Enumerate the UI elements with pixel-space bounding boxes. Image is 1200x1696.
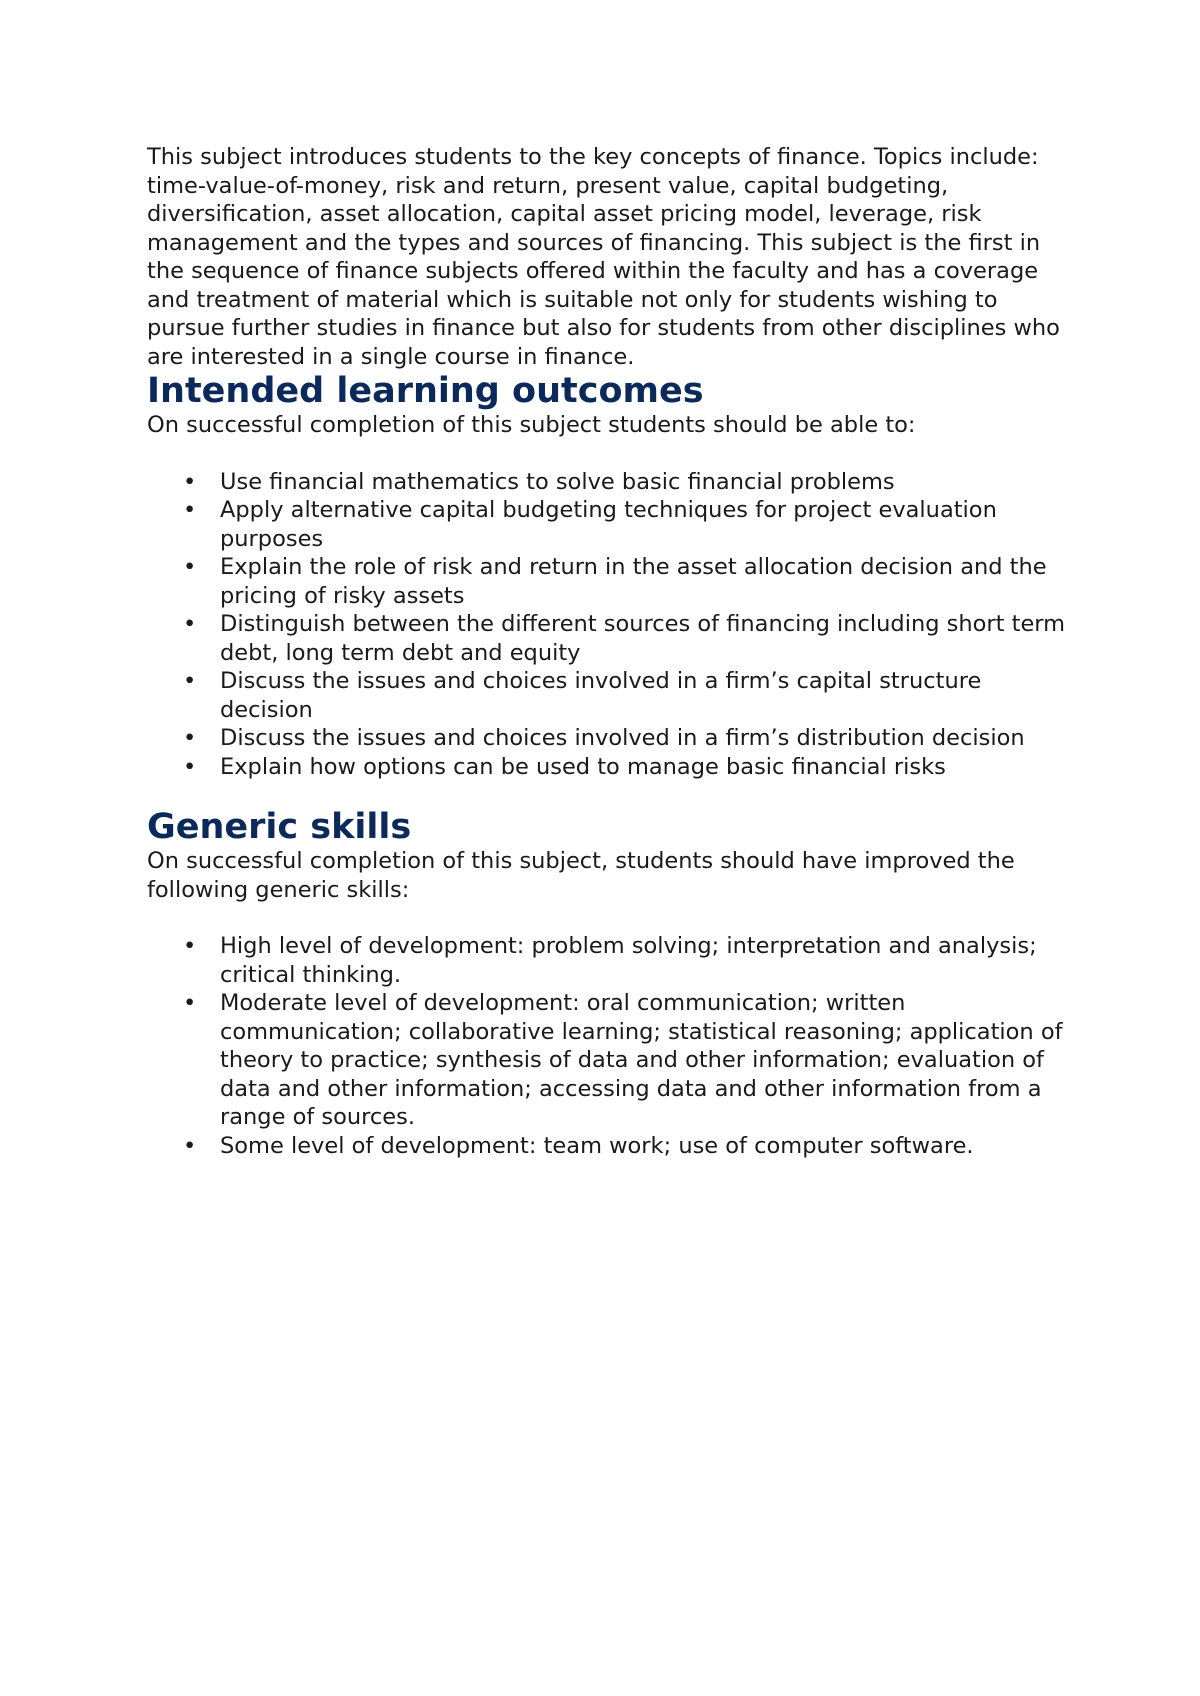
outcomes-lead: On successful completion of this subject students should be able to: — [147, 412, 916, 438]
outcomes-heading: Intended learning outcomes — [147, 371, 704, 411]
list-item-text: Explain how options can be used to manage basic financial risks — [220, 753, 946, 780]
bullet-icon: • — [183, 611, 197, 637]
list-item — [147, 610, 1067, 667]
list-item-text: Use financial mathematics to solve basic financial problems — [220, 468, 895, 495]
list-item — [147, 1132, 1067, 1161]
list-item — [147, 553, 1067, 610]
list-item-text: High level of development: problem solving; interpretation and analysis; critical thinking. — [220, 933, 1037, 988]
list-item-text: Apply alternative capital budgeting techniques for project evaluation purposes — [220, 497, 997, 552]
bullet-icon: • — [183, 468, 197, 495]
bullet-icon: • — [183, 668, 197, 694]
intro-paragraph: This subject introduces students to the key concepts of finance. Topics include: time-value-of-money, risk and return, present value, capital budgeting, diversification, asset allocation, capital asset pricing model, leverage, risk management and the types and sources of financing. This subject is the first in the sequence of finance subjects offered within the faculty and has a coverage and treatment of material which is suitable not only for students wishing to pursue further studies in finance but also for students from other disciplines who are interested in a single course in finance. — [147, 144, 1060, 370]
list-item — [147, 989, 1067, 1132]
list-item-text: Discuss the issues and choices involved in a firm’s capital structure decision — [220, 668, 982, 723]
list-item — [147, 496, 1067, 553]
bullet-icon: • — [183, 497, 197, 523]
bullet-icon: • — [183, 725, 197, 751]
list-item — [147, 724, 1067, 753]
list-item — [147, 932, 1067, 989]
outcomes-list — [147, 468, 1067, 782]
list-item-text: Distinguish between the different sources of financing including short term debt, long term debt and equity — [220, 611, 1066, 666]
skills-heading: Generic skills — [147, 807, 412, 847]
list-item-text: Moderate level of development: oral communication; written communication; collaborative learning; statistical reasoning; application of theory to practice; synthesis of data and other information; evaluation of data and other information; accessing data and other information from a range of sources. — [220, 990, 1063, 1130]
list-item — [147, 468, 1067, 497]
bullet-icon: • — [183, 990, 197, 1016]
bullet-icon: • — [183, 1132, 197, 1159]
list-item-text: Discuss the issues and choices involved in a firm’s distribution decision — [220, 725, 1025, 751]
list-item — [147, 667, 1067, 724]
list-item-text: Explain the role of risk and return in the asset allocation decision and the pricing of risky assets — [220, 554, 1047, 609]
list-item — [147, 753, 1067, 782]
bullet-icon: • — [183, 753, 197, 780]
skills-list — [147, 932, 1067, 1160]
bullet-icon: • — [183, 554, 197, 580]
list-item-text: Some level of development: team work; use of computer software. — [220, 1132, 974, 1159]
skills-lead: On successful completion of this subject, students should have improved the following generic skills: — [147, 848, 1015, 903]
document-page — [147, 143, 1067, 1160]
bullet-icon: • — [183, 933, 197, 959]
